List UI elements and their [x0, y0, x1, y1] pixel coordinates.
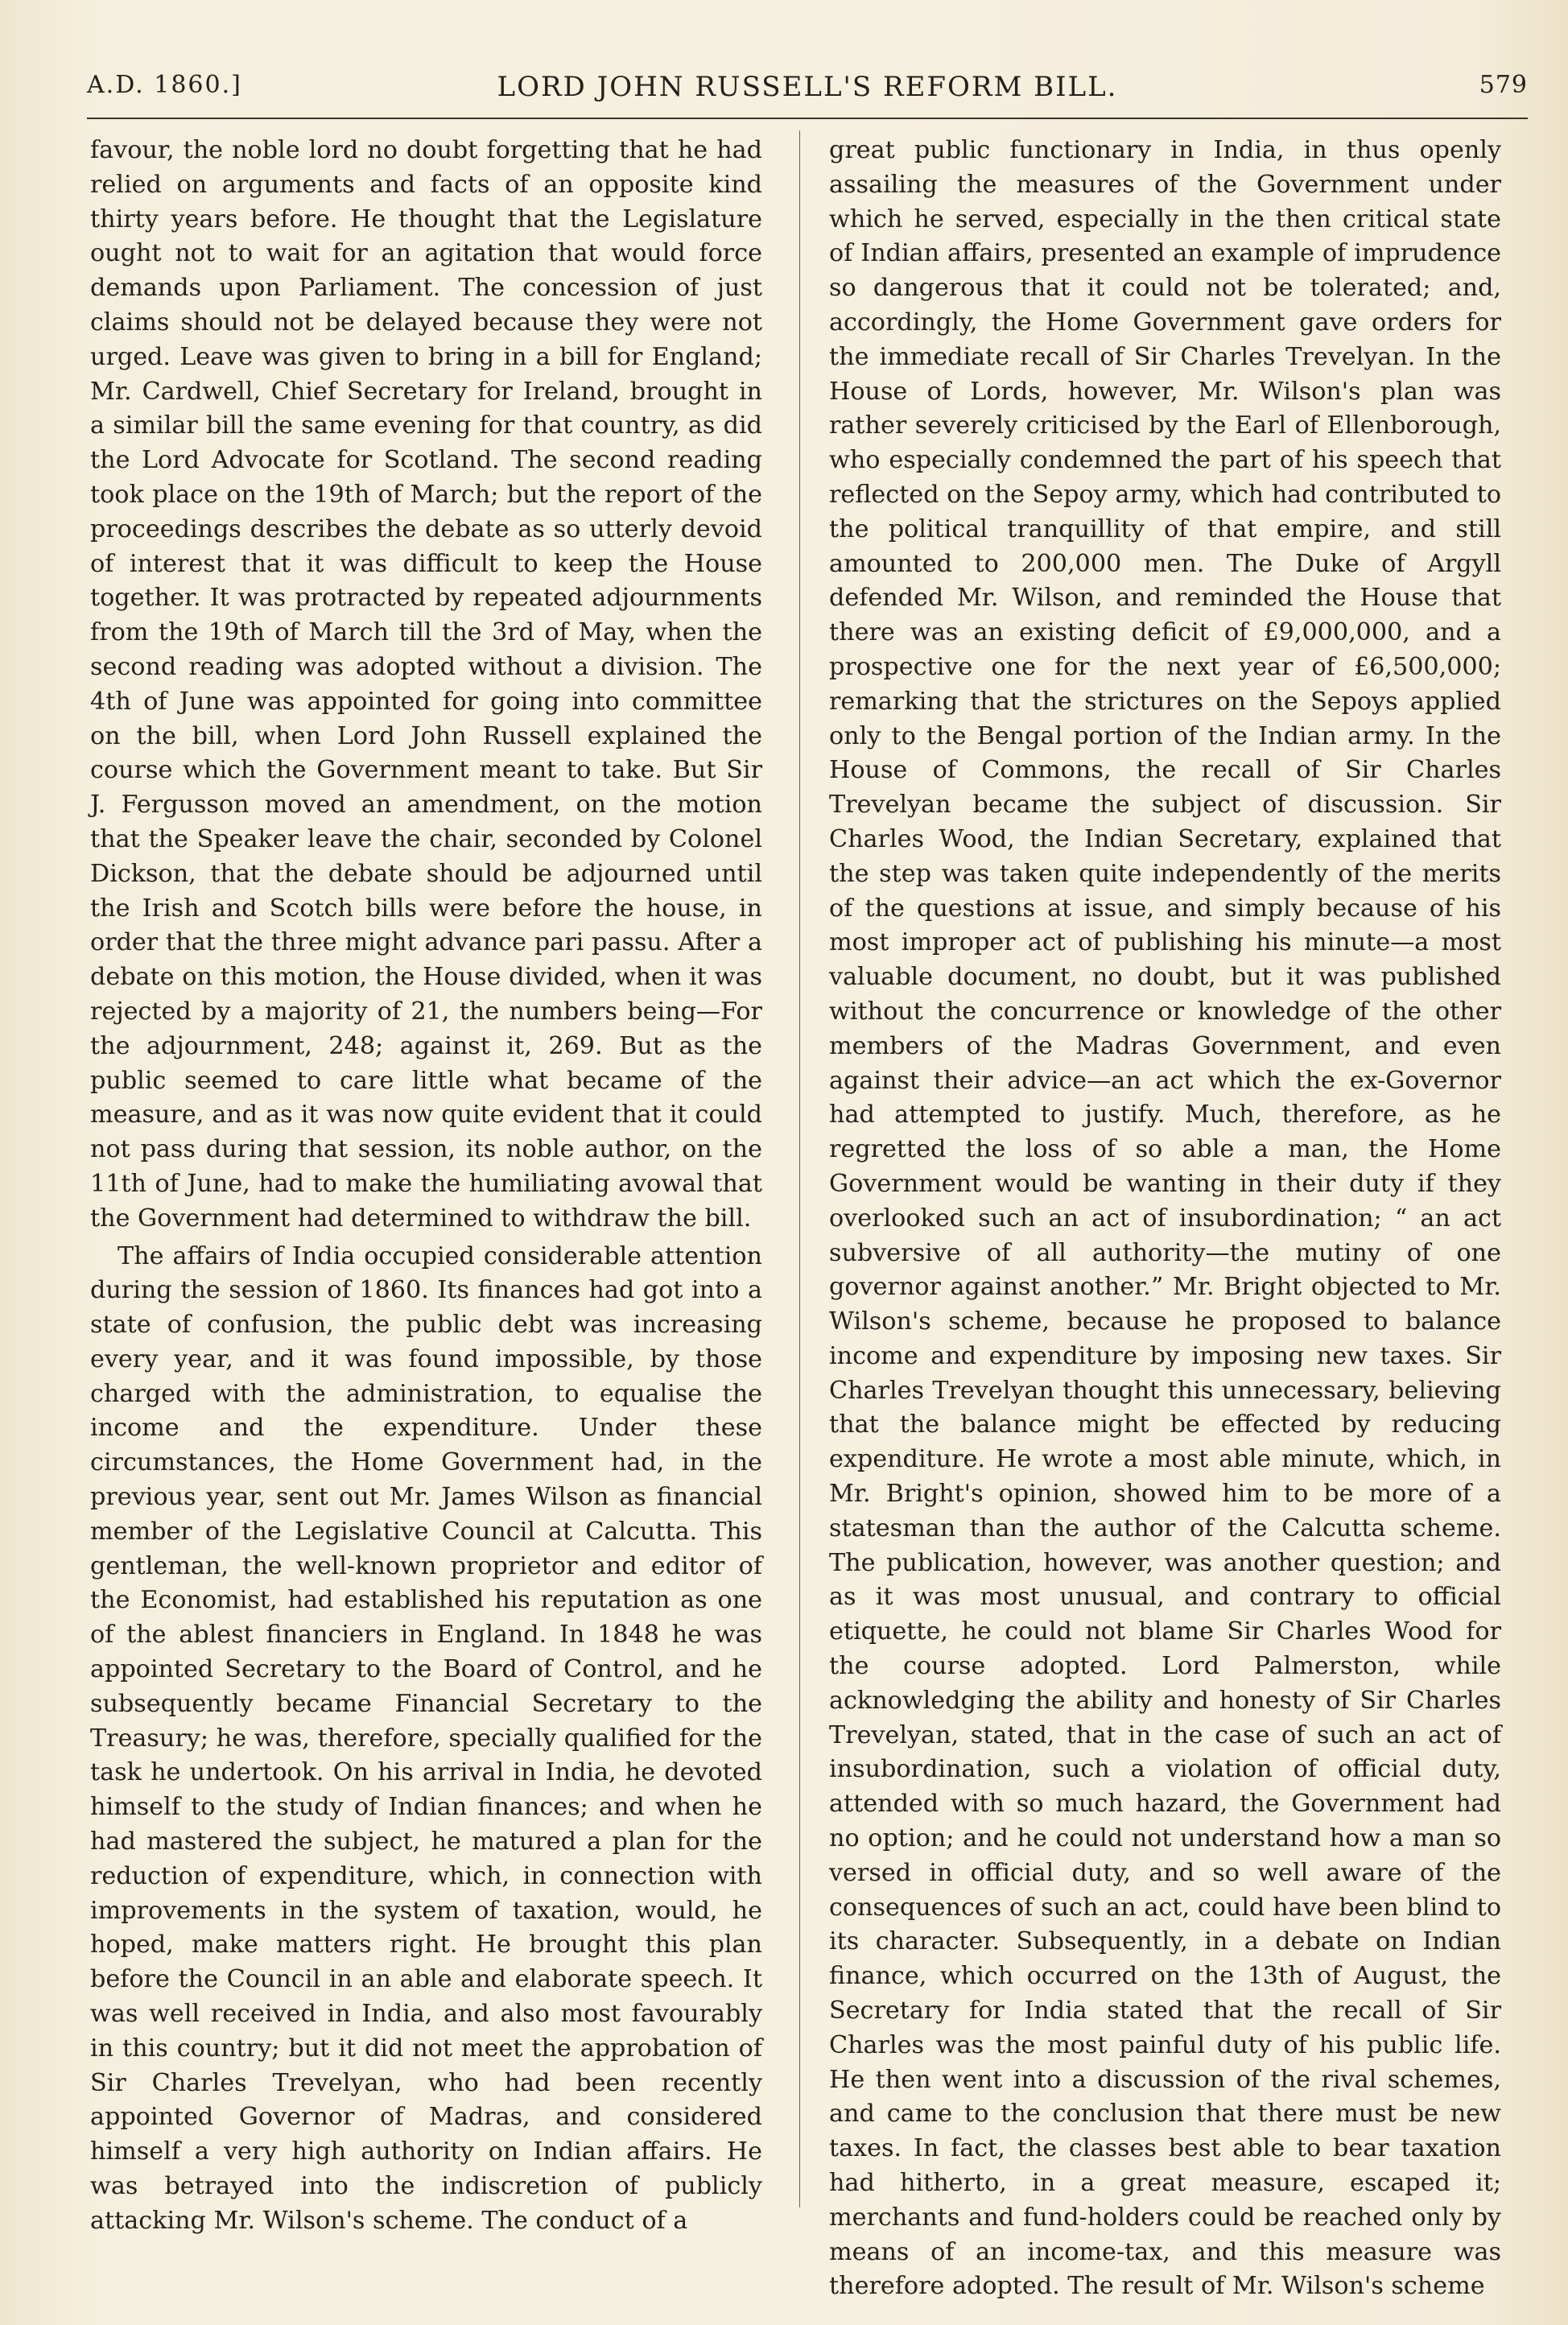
left-paragraph-1: favour, the noble lord no doubt forgetting that he had relied on arguments and facts of an opposite kind thirty years before. He thought that the Legislature ought not to wait for an agitation that would force demands upon Parliament. The concession of just claims should not be delayed because they were not urged. Leave was given to bring in a bill for England; Mr. Cardwell, Chief Secretary for Ireland, brought in a similar bill the same evening for that country, as did the Lord Advocate for Scotland. The second reading took place on the 19th of March; but the report of the proceedings describes the debate as so utterly devoid of interest that it was difficult to keep the House together. It was protracted by repeated adjournments from the 19th of March till the 3rd of May, when the second reading was adopted without a division. The 4th of June was appointed for going into committee on the bill, when Lord John Russell explained the course which the Government meant to take. But Sir J. Fergusson moved an amendment, on the motion that the Speaker leave the chair, seconded by Colonel Dickson, that the debate should be adjourned until the Irish and Scotch bills were before the house, in order that the three might advance pari passu. After a debate on this motion, the House divided, when it was rejected by a majority of 21, the numbers being—For the adjournment, 248; against it, 269. But as the public seemed to care little what became of the measure, and as it was now quite evident that it could not pass during that session, its noble author, on the 11th of June, had to make the humiliating avowal that the Government had determined to withdraw the bill. — [90, 136, 762, 1233]
left-paragraph-2: The affairs of India occupied considerable attention during the session of 1860. Its finances had got into a state of confusion, the public debt was increasing every year, and it was found impossible, by those charged with the administration, to equalise the income and the expenditure. Under these circumstances, the Home Government had, in the previous year, sent out Mr. James Wilson as financial member of the Legislative Council at Calcutta. This gentleman, the well-known proprietor and editor of the Economist, had established his reputation as one of the ablest financiers in England. In 1848 he was appointed Secretary to the Board of Control, and he subsequently became Financial Secretary to the Treasury; he was, therefore, specially qualified for the task he undertook. On his arrival in India, he devoted himself to the study of Indian finances; and when he had mastered the subject, he matured a plan for the reduction of expenditure, which, in connection with improvements in the system of taxation, would, he hoped, make matters right. He brought this plan before the Council in an able and elaborate speech. It was well received in India, and also most favourably in this country; but it did not meet the approbation of Sir Charles Trevelyan, who had been recently appointed Governor of Madras, and considered himself a very high authority on Indian affairs. He was betrayed into the indiscretion of publicly attacking Mr. Wilson's scheme. The conduct of a — [90, 1241, 762, 2235]
column-divider — [799, 130, 800, 2207]
page-title: LORD JOHN RUSSELL'S REFORM BILL. — [497, 71, 1118, 103]
right-column — [829, 134, 1501, 2304]
header-date: A.D. 1860.] — [87, 71, 242, 99]
running-header — [87, 71, 1528, 119]
right-paragraph-1: great public functionary in India, in thus openly assailing the measures of the Government under which he served, especially in the then critical state of Indian affairs, presented an example of imprudence so dangerous that it could not be tolerated; and, accordingly, the Home Government gave orders for the immediate recall of Sir Charles Trevelyan. In the House of Lords, however, Mr. Wilson's plan was rather severely criticised by the Earl of Ellenborough, who especially condemned the part of his speech that reflected on the Sepoy army, which had contributed to the political tranquillity of that empire, and still amounted to 200,000 men. The Duke of Argyll defended Mr. Wilson, and reminded the House that there was an existing deficit of £9,000,000, and a prospective one for the next year of £6,500,000; remarking that the strictures on the Sepoys applied only to the Bengal portion of the Indian army. In the House of Commons, the recall of Sir Charles Trevelyan became the subject of discussion. Sir Charles Wood, the Indian Secretary, explained that the step was taken quite independently of the merits of the questions at issue, and simply because of his most improper act of publishing his minute—a most valuable document, no doubt, but it was published without the concurrence or knowledge of the other members of the Madras Government, and even against their advice—an act which the ex-Governor had attempted to justify. Much, therefore, as he regretted the loss of so able a man, the Home Government would be wanting in their duty if they overlooked such an act of insubordination; “ an act subversive of all authority—the mutiny of one governor against another.” Mr. Bright objected to Mr. Wilson's scheme, because he proposed to balance income and expenditure by imposing new taxes. Sir Charles Trevelyan thought this unnecessary, believing that the balance might be effected by reducing expenditure. He wrote a most able minute, which, in Mr. Bright's opinion, showed him to be more of a statesman than the author of the Calcutta scheme. The publication, however, was another question; and as it was most unusual, and contrary to official etiquette, he could not blame Sir Charles Wood for the course adopted. Lord Palmerston, while acknowledging the ability and honesty of Sir Charles Trevelyan, stated, that in the case of such an act of insubordination, such a violation of official duty, attended with so much hazard, the Government had no option; and he could not understand how a man so versed in official duty, and so well aware of the consequences of such an act, could have been blind to its character. Subsequently, in a debate on Indian finance, which occurred on the 13th of August, the Secretary for India stated that the recall of Sir Charles was the most painful duty of his public life. He then went into a discussion of the rival schemes, and came to the conclusion that there must be new taxes. In fact, the classes best able to bear taxation had hitherto, in a great measure, escaped it; merchants and fund-holders could be reached only by means of an income-tax, and this measure was therefore adopted. The result of Mr. Wilson's scheme — [829, 136, 1501, 2301]
left-column — [90, 134, 762, 2239]
page-number: 579 — [1479, 71, 1528, 99]
header-rule — [87, 118, 1528, 119]
